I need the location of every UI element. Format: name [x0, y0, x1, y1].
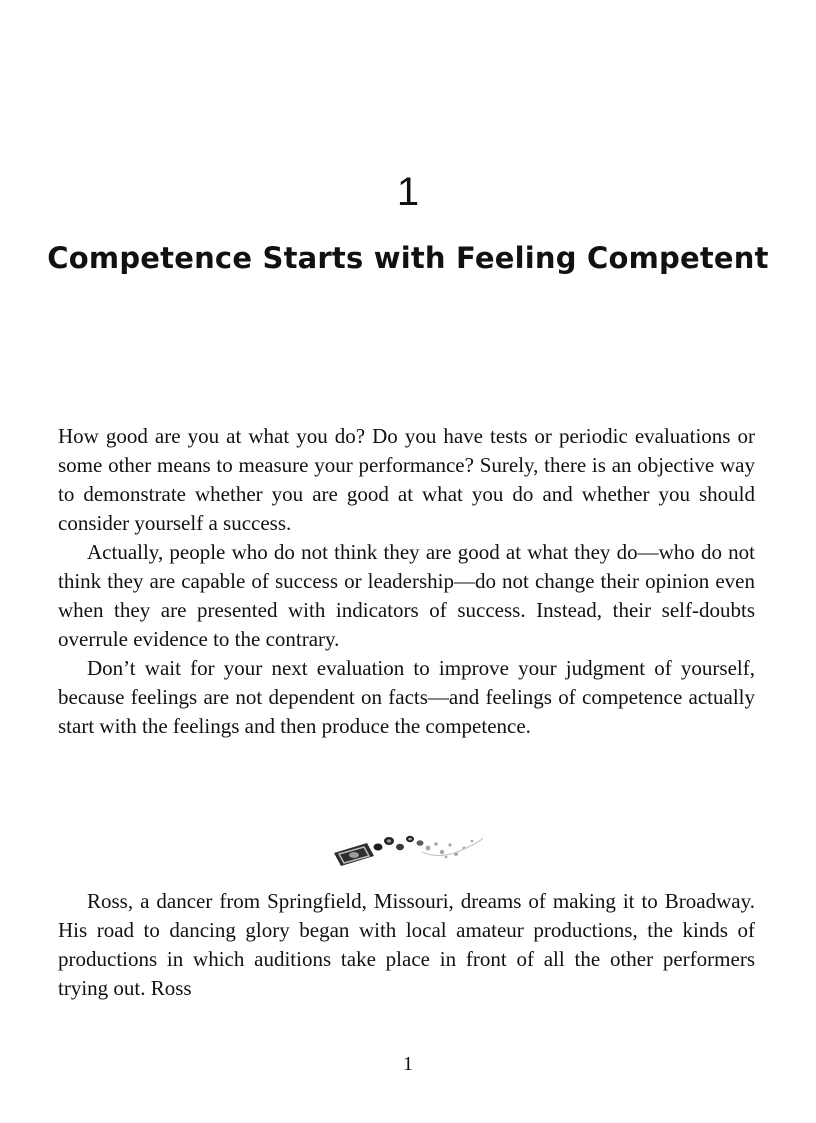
- chapter-number: 1: [396, 170, 420, 214]
- body-text-section-2: [58, 887, 755, 1003]
- paragraph: Ross, a dancer from Springfield, Missouri, dreams of making it to Broadway. His road to dancing glory began with local amateur productions, the kinds of productions in which auditions take place in front of all the other performers trying out. Ross: [58, 889, 755, 1000]
- body-text-section-1: [58, 422, 755, 741]
- ornament-sparkles: [422, 838, 482, 858]
- paragraph: Actually, people who do not think they are good at what they do—who do not think they are capable of success or leadership—do not change their opinion even when they are presented with indicators of success. Instead, their self-doubts overrule evidence to the contrary.: [58, 540, 755, 651]
- paragraph: How good are you at what you do? Do you have tests or periodic evaluations or some other means to measure your performance? Surely, there is an objective way to demonstrate whether you are good at what you do and whether you should consider yourself a success.: [58, 424, 755, 535]
- paragraph: Don’t wait for your next evaluation to improve your judgment of yourself, because feelings are not dependent on facts—and feelings of competence actually start with the feelings and then produce the competence.: [58, 656, 755, 738]
- page-number: 1: [403, 1053, 413, 1075]
- chapter-title: Competence Starts with Feeling Competent: [47, 241, 769, 275]
- ornament-coins: [374, 836, 424, 851]
- section-break-ornament-icon: [322, 826, 492, 870]
- ornament-bill: [334, 843, 374, 866]
